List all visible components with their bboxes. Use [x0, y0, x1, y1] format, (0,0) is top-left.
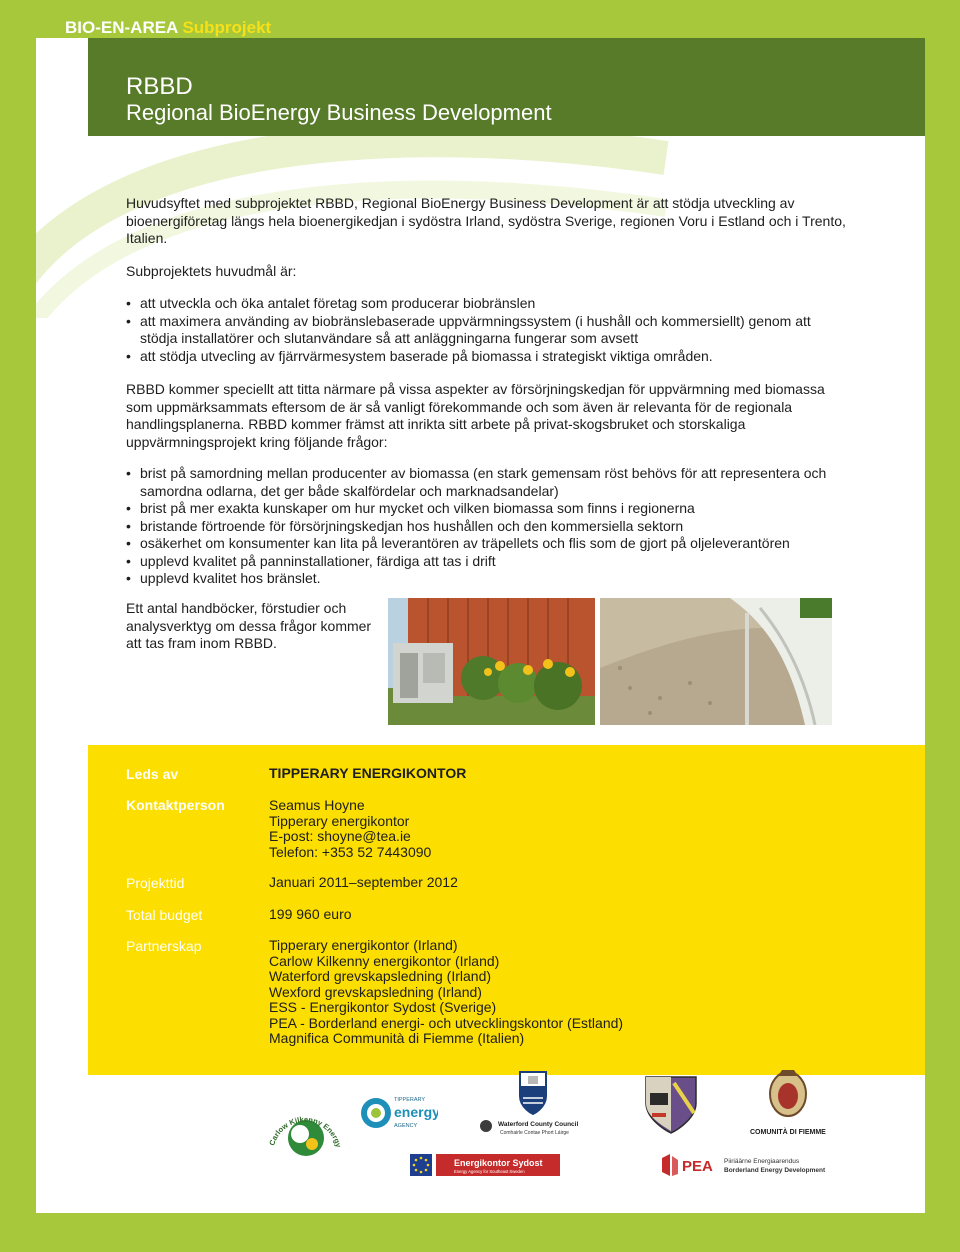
goal-item: • att maximera använding av biobränslebaserade uppvärmningssystem (i hushåll och kommersiellt) genom att stödja installatörer och slutanvändare så att anläggningarna fungerar som avsett — [126, 313, 846, 348]
budget-label: Total budget — [126, 907, 203, 923]
contact-phone: Telefon: +353 52 7443090 — [269, 843, 432, 860]
led-by-value: TIPPERARY ENERGIKONTOR — [269, 765, 467, 781]
carlow-kilkenny-logo — [264, 1086, 344, 1176]
waterford-logo-irish: Comhairle Contae Phort Láirge — [500, 1130, 569, 1136]
partners-list — [269, 938, 623, 1047]
carlow-kilkenny-logo-text: Carlow Kilkenny Energy — [267, 1114, 344, 1149]
goal-item: • att stödja utvecling av fjärrvärmesystem baserade på biomassa i strategiskt viktiga områden. — [126, 348, 846, 366]
tipperary-logo-top: TIPPERARY — [394, 1097, 426, 1103]
pea-borderland-logo — [660, 1152, 838, 1178]
waterford-logo-name: Waterford County Council — [498, 1121, 579, 1128]
partner-item: Tipperary energikontor (Irland) — [269, 937, 458, 953]
fiemme-logo-text: COMUNITÀ DI FIEMME — [750, 1129, 826, 1136]
budget-value: 199 960 euro — [269, 906, 352, 922]
led-by-label: Leds av — [126, 766, 179, 782]
contact-email[interactable]: E-post: shoyne@tea.ie — [269, 828, 411, 844]
goal-item: • att utveckla och öka antalet företag som producerar biobränslen — [126, 295, 846, 313]
energikontor-sydost-logo — [410, 1152, 560, 1178]
document-page — [36, 38, 925, 1213]
focus-paragraph: RBBD kommer speciellt att titta närmare på vissa aspekter av försörjningskedjan för uppvärmning med biomassa som uppmärksammats eftersom de är så vanligt förekommande och som även är relevanta för de regionala handlingsplanerna. RBBD kommer främst att inrikta sitt arbete på privat-skogsbruket och storskaliga uppvärmningsprojekt kring följande frågor: — [126, 381, 825, 450]
issue-item: • brist på mer exakta kunskaper om hur mycket och vilken biomassa som finns i regionerna — [126, 500, 846, 518]
partner-item: PEA - Borderland energi- och utvecklingskontor (Estland) — [269, 1014, 624, 1031]
pea-logo-mark: PEA — [682, 1158, 713, 1175]
tipperary-logo-word: energy — [394, 1104, 438, 1120]
issues-list — [126, 465, 846, 588]
issue-item: • brist på samordning mellan producenter av biomassa (en stark gemensam röst behövs för att representera och samordna odlarna, det ger både skalfördelar och marknadsandelar) — [126, 465, 846, 500]
issue-item: • bristande förtroende för försörjningskedjan hos hushållen och den kommersiella sektorn — [126, 518, 846, 536]
waterford-county-council-logo — [468, 1068, 598, 1140]
issue-item: • upplevd kvalitet hos bränslet. — [126, 570, 846, 588]
photo-boiler-house — [388, 598, 595, 725]
partners-label: Partnerskap — [126, 938, 202, 954]
tipperary-logo-bottom: AGENCY — [394, 1123, 418, 1129]
issue-item: • osäkerhet om konsumenter kan lita på leverantören av träpellets och flis som de gjort på oljeleverantören — [126, 535, 846, 553]
handbooks-paragraph: Ett antal handböcker, förstudier och analysverktyg om dessa frågor kommer att tas fram inom RBBD. — [126, 600, 372, 651]
contact-name: Seamus Hoyne — [269, 797, 365, 813]
area-label-sub: Subprojekt — [182, 18, 272, 37]
contact-details — [269, 798, 431, 860]
partner-item: ESS - Energikontor Sydost (Sverige) — [269, 999, 497, 1015]
partner-item: Waterford grevskapsledning (Irland) — [269, 968, 492, 984]
project-info-box — [88, 745, 925, 1075]
comunita-di-fiemme-logo — [742, 1068, 852, 1142]
wexford-county-council-crest — [636, 1073, 706, 1137]
area-label — [65, 18, 271, 38]
project-title: Regional BioEnergy Business Development — [126, 100, 552, 125]
tipperary-energy-logo — [358, 1083, 438, 1145]
partner-item: Carlow Kilkenny energikontor (Irland) — [269, 952, 500, 969]
pea-logo-line2: Borderland Energy Development — [724, 1167, 826, 1174]
photo-wood-chips — [600, 598, 832, 725]
ess-logo-sub: Energy Agency for Southeast Sweden — [454, 1169, 525, 1174]
project-acronym: RBBD — [126, 73, 193, 100]
period-label: Projekttid — [126, 875, 185, 891]
title-banner — [88, 38, 925, 136]
period-value: Januari 2011–september 2012 — [269, 874, 458, 890]
goals-list — [126, 295, 846, 365]
issue-item: • upplevd kvalitet på panninstallationer, färdiga att tas i drift — [126, 553, 846, 571]
partner-item: Magnifica Communità di Fiemme (Italien) — [269, 1030, 525, 1046]
goals-heading: Subprojektets huvudmål är: — [126, 263, 297, 279]
ess-logo-name: Energikontor Sydost — [454, 1158, 543, 1168]
partner-item: Wexford grevskapsledning (Irland) — [269, 983, 482, 1000]
contact-org: Tipperary energikontor — [269, 812, 410, 829]
contact-label: Kontaktperson — [126, 797, 225, 813]
area-label-main: BIO-EN-AREA — [65, 18, 178, 37]
pea-logo-line1: Piiriäärne Energiaarendus — [724, 1158, 800, 1165]
intro-paragraph: Huvudsyftet med subprojektet RBBD, Regional BioEnergy Business Development är att stödja utveckling av bioenergiföretag längs hela bioenergikedjan i sydöstra Irland, sydöstra Sverige, regionen Voru i Estland och i Trento, Italien. — [126, 195, 846, 246]
